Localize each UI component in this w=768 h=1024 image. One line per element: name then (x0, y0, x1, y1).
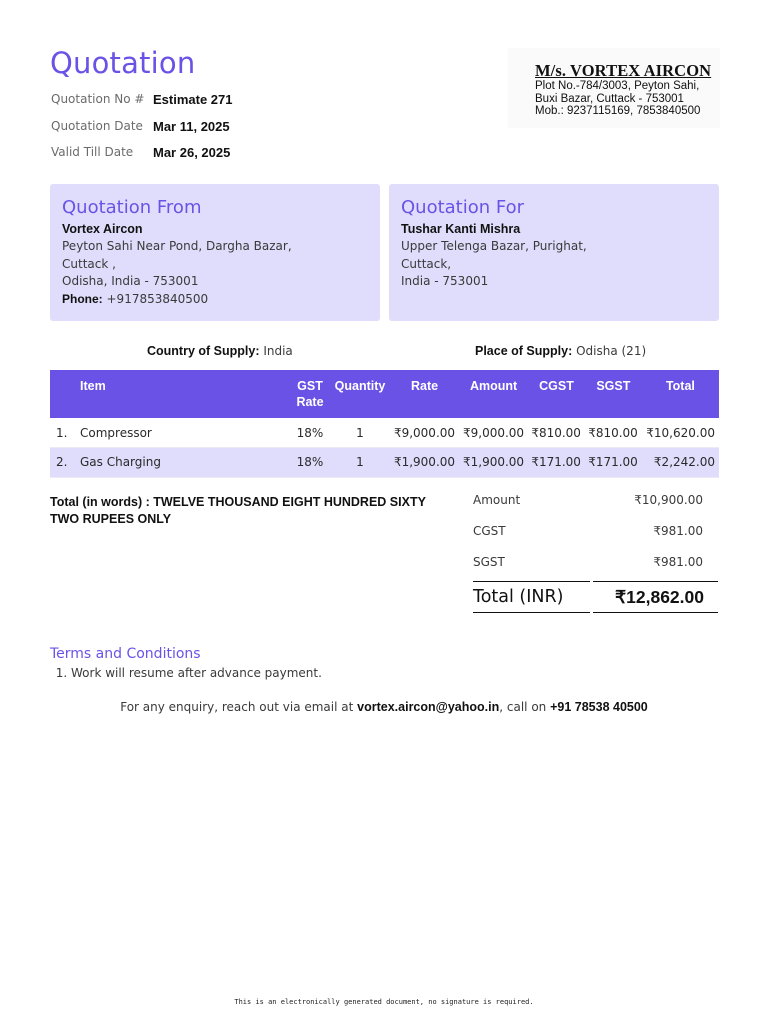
divider (590, 580, 593, 616)
client-address-line: India - 753001 (401, 274, 489, 288)
sender-address-line: Odisha, India - 753001 (62, 274, 199, 288)
place-label: Place of Supply: (475, 344, 573, 358)
row-gst: 18% (296, 425, 324, 440)
summary-value: ₹10,900.00 (634, 493, 703, 507)
items-table (50, 370, 719, 478)
client-address-line: Cuttack, (401, 256, 452, 271)
row-amount: ₹1,900.00 (462, 455, 525, 470)
table-row (50, 448, 719, 478)
meta-label: Quotation Date (51, 118, 143, 133)
summary-row (473, 524, 718, 555)
terms-list (58, 666, 322, 680)
logo-line: Mob.: 9237115169, 7853840500 (535, 105, 701, 117)
row-rate: ₹1,900.00 (393, 455, 456, 470)
meta-label: Quotation No # (51, 92, 145, 106)
quotation-date: Mar 11, 2025 (153, 118, 230, 134)
table-row (50, 418, 719, 448)
place-value: Odisha (21) (576, 344, 647, 358)
row-rate: ₹9,000.00 (393, 425, 456, 440)
grand-total-value: ₹12,862.00 (615, 586, 704, 607)
contact-email-link[interactable]: vortex.aircon@yahoo.in (357, 700, 500, 714)
client-address-line: Upper Telenga Bazar, Purighat, (401, 239, 587, 253)
col-item: Item (80, 379, 106, 393)
grand-total-row (473, 581, 718, 613)
meta-row-number (51, 92, 233, 119)
logo-company-name: M/s. VORTEX AIRCON (535, 61, 712, 80)
sender-phone (62, 291, 368, 309)
row-number: 1. (56, 425, 68, 440)
logo-line: Buxi Bazar, Cuttack - 753001 (535, 92, 684, 105)
terms-heading: Terms and Conditions (50, 646, 201, 662)
phone-value: +917853840500 (106, 291, 209, 306)
quotation-from-card (50, 184, 380, 321)
col-no (50, 370, 80, 418)
sender-address-line: Peyton Sahi Near Pond, Dargha Bazar, (62, 239, 292, 253)
col-sgst: SGST (596, 379, 631, 393)
row-sgst: ₹810.00 (588, 425, 638, 440)
summary-block (473, 493, 718, 586)
row-qty: 1 (356, 425, 364, 440)
enquiry-line (0, 700, 768, 714)
table-header-row (50, 370, 719, 418)
row-gst: 18% (296, 455, 324, 470)
row-number: 2. (56, 455, 68, 470)
row-amount: ₹9,000.00 (462, 425, 525, 440)
quotation-for-heading: Quotation For (401, 197, 525, 218)
client-name: Tushar Kanti Mishra (401, 222, 521, 236)
country-of-supply (147, 344, 293, 358)
logo-line: Plot No.-784/3003, Peyton Sahi, (535, 80, 700, 92)
col-cgst: CGST (539, 379, 574, 393)
row-cgst: ₹810.00 (531, 425, 581, 440)
footer-note: This is an electronically generated document, no signature is required. (234, 998, 534, 1006)
row-item: Gas Charging (80, 455, 161, 470)
meta-label: Valid Till Date (51, 145, 134, 159)
col-amount: Amount (469, 379, 518, 393)
phone-label: Phone: (62, 291, 103, 306)
sender-address-line: Cuttack , (62, 256, 116, 271)
summary-label: Amount (473, 493, 521, 507)
enquiry-text: , call on (499, 700, 547, 714)
country-value: India (263, 344, 293, 358)
sender-name: Vortex Aircon (62, 222, 143, 236)
grand-total-label: Total (INR) (473, 587, 564, 607)
row-sgst: ₹171.00 (588, 455, 638, 470)
company-logo (508, 48, 720, 128)
terms-item: 1. Work will resume after advance payment. (71, 666, 322, 680)
meta-row-valid (51, 145, 233, 172)
row-total: ₹2,242.00 (653, 455, 715, 470)
row-total: ₹10,620.00 (646, 425, 715, 440)
row-qty: 1 (356, 455, 364, 470)
enquiry-text: For any enquiry, reach out via email at (120, 700, 354, 714)
contact-phone[interactable]: +91 78538 40500 (550, 700, 648, 714)
valid-till-date: Mar 26, 2025 (153, 145, 231, 160)
col-total: Total (665, 379, 695, 393)
country-label: Country of Supply: (147, 344, 260, 358)
summary-label: CGST (473, 524, 506, 538)
row-cgst: ₹171.00 (531, 455, 581, 470)
row-item: Compressor (80, 425, 152, 440)
meta-row-date (51, 119, 233, 146)
summary-value: ₹981.00 (653, 524, 703, 538)
total-in-words: Total (in words) : TWELVE THOUSAND EIGHT HUNDRED SIXTY TWO RUPEES ONLY (50, 495, 426, 526)
quotation-meta (51, 92, 233, 172)
page-title: Quotation (50, 46, 196, 80)
quotation-number: Estimate 271 (153, 92, 233, 107)
quotation-from-heading: Quotation From (62, 197, 202, 218)
col-gst-rate: GST Rate (296, 379, 324, 409)
place-of-supply (475, 344, 646, 358)
summary-row (473, 493, 718, 524)
col-quantity: Quantity (334, 379, 386, 393)
summary-value: ₹981.00 (653, 555, 703, 569)
summary-label: SGST (473, 555, 505, 569)
quotation-for-card (389, 184, 719, 321)
col-rate: Rate (410, 379, 439, 393)
